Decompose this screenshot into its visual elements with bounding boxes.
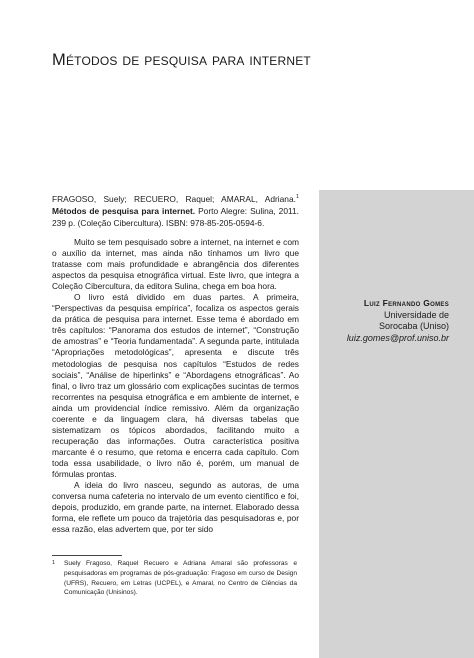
paragraph-1: Muito se tem pesquisado sobre a internet, na internet e com o auxílio da internet, mas ainda não tínhamos um livro que tratasse com mais profundidade e abrangência dos diferentes aspectos da pesquisa etnográfica virtual. Este livro, que integra a Coleção Cibercultura, da editora Sulina, chega em boa hora. <box>52 237 299 292</box>
author-sidebar-panel <box>319 190 474 658</box>
footnote <box>52 559 297 598</box>
bibliographic-reference <box>52 191 299 229</box>
author-info <box>299 298 449 344</box>
footnote-marker: 1 <box>52 560 56 566</box>
author-institution-line1: Universidade de <box>383 309 449 320</box>
footnote-text: Suely Fragoso, Raquel Recuero e Adriana Amaral são professoras e pesquisadoras em programas de pós-graduação: Fragoso em curso de Design (UFRS), Recuero, em Letras (UCPEL), e Amaral, no Centro de Ciências da Comunicação (Unisinos). <box>64 560 297 597</box>
author-institution-line2: Sorocaba (Uniso) <box>378 321 449 331</box>
review-body <box>52 237 299 535</box>
paragraph-3: A ideia do livro nasceu, segundo as autoras, de uma conversa numa cafeteria no intervalo de um evento científico e foi, depois, produzido, em grande parte, na internet. Elaborado dessa forma, ele reflete um pouco da trajetória das pesquisadoras e, por essa razão, elas advertem que, por ter sido <box>52 480 299 535</box>
paragraph-2: O livro está dividido em duas partes. A primeira, “Perspectivas da pesquisa empírica”, focaliza os aspectos gerais da prática de pesquisa para internet. Esse tema é abordado em três capítulos: “Panorama dos estudos de internet”, “Construção de amostras” e “Teoria fundamentada”. A segunda parte, intitulada “Apropriações metodológicas”, apresenta e discute três metodologias de pesquisa nos capítulos “Estudos de redes sociais”, “Análise de hiperlinks” e “Abordagens etnográficas”. Ao final, o livro traz um glossário com explicações sucintas de termos recorrentes na pesquisa etnográfica e em ambiente de internet, e ainda um providencial índice remissivo. Além da organização coerente e da linguagem clara, há diversas tabelas que sistematizam os tópicos abordados, facilitando muito a recuperação das informações. Outra característica positiva marcante é o resumo, que retoma e encerra cada capítulo. Com toda essa usabilidade, o livro não é, porém, um manual de fórmulas prontas. <box>52 292 299 479</box>
reference-book-title: Métodos de pesquisa para internet. <box>52 206 196 216</box>
footnote-divider <box>52 555 122 556</box>
reference-publication: Porto Alegre: Sulina, 2011. 239 p. (Coleção Cibercultura). ISBN: 978-85-205-0594-6. <box>52 206 300 229</box>
author-name: Luiz Fernando Gomes <box>363 298 449 308</box>
author-email: luiz.gomes@prof.uniso.br <box>346 332 449 343</box>
page-title: Métodos de pesquisa para internet <box>52 51 311 69</box>
reference-footnote-marker: 1 <box>295 194 299 200</box>
reference-authors: FRAGOSO, Suely; RECUERO, Raquel; AMARAL, Adriana. <box>52 193 296 204</box>
